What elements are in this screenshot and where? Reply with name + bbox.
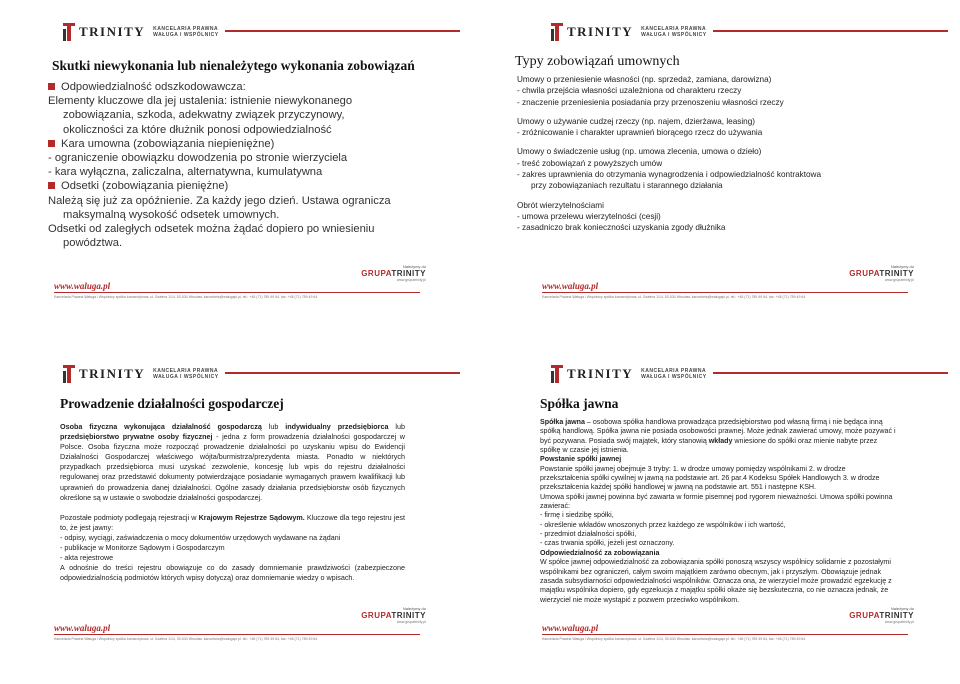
paragraph: W spółce jawnej odpowiedzialność za zobowiązania spółki ponoszą wszyscy wspólnicy solidarnie z pozostałymi wspólnikami bez ograniczeń, całym swoim majątkiem zarówno obecnym, jak i przyszłym. Obowiązuje jednak zasada subsydiarności odpowiedzialności wspólników. Oznacza ona, że wierzyciel może prowadzić egzekucję z majątku wspólnika dopiero, gdy egzekucja z majątku spółki okaże się bezskuteczna, co nie oznacza jednak, że wierzyciel nie może wystąpić z pozwem przeciwko wspólnikom. (540, 558, 892, 604)
slide-title: Spółka jawna (540, 396, 619, 411)
list-item: Obrót wierzytelnościami (517, 200, 604, 210)
list-item: Umowy o przeniesienie własności (np. sprzedaż, zamiana, darowizna) (517, 75, 772, 84)
grupa-trinity-logo: Należymy do GRUPATRINITY www.grupatrinity.pl (849, 264, 914, 282)
list-item: Odsetki od zaległych odsetek można żądać dopiero po wniesieniu (48, 223, 375, 236)
website-link[interactable]: www.waluga.pl (542, 623, 599, 633)
list-item: Należą się już za opóźnienie. Za każdy jego dzień. Ustawa ogranicza (48, 194, 391, 207)
trinity-logo (547, 365, 713, 383)
slide-body (517, 74, 937, 234)
header-bar (12, 18, 460, 52)
bullet-icon (48, 182, 55, 189)
list-item: - zakres uprawnienia do otrzymania wynagrodzenia i odpowiedzialność kontraktowa (517, 170, 822, 180)
slide-title: Typy zobowiązań umownych (515, 54, 680, 69)
list-item: - czas trwania spółki, jeżeli jest oznaczony. (540, 539, 675, 548)
trinity-logo-icon (551, 23, 563, 41)
website-link[interactable]: www.waluga.pl (54, 281, 111, 291)
list-item: - publikacje w Monitorze Sądowym i Gospodarczym (60, 543, 225, 553)
logo-name: TRINITY (567, 24, 634, 39)
footer-address: Kancelaria Prawna Waługa i Wspólnicy spółka komandytowa, ul. Szafera 1/14, 53-534 Wrocław, kancelaria@walugapl.pl, tel.: +48 (71) 789 49 64, fax: +48 (71) 789 49 64 (54, 637, 318, 641)
footer-divider (54, 634, 420, 635)
footer-address: Kancelaria Prawna Waługa i Wspólnicy spółka komandytowa, ul. Szafera 1/14, 53-534 Wrocław, kancelaria@walugapl.pl, tel.: +48 (71) 789 49 64, fax: +48 (71) 789 49 64 (542, 637, 806, 641)
list-item: - zasadniczo brak konieczności uzyskania zgody dłużnika (517, 223, 726, 233)
footer-address: Kancelaria Prawna Waługa i Wspólnicy spółka komandytowa, ul. Szafera 1/14, 53-534 Wrocław, kancelaria@walugapl.pl, tel.: +48 (71) 789 49 64, fax: +48 (71) 789 49 64 (542, 295, 806, 299)
logo-subtitle: KANCELARIA PRAWNA WAŁUGA I WSPÓLNICY (641, 368, 707, 380)
paragraph: Pozostałe podmioty podlegają rejestracji w Krajowym Rejestrze Sądowym. Kluczowe dla tego rejestru jest to, że jest jawny: (60, 512, 405, 532)
grupa-trinity-logo: Należymy do GRUPATRINITY www.grupatrinity.pl (361, 606, 426, 624)
list-item: - firmę i siedzibę spółki, (540, 511, 614, 520)
list-item: - określenie wkładów wnoszonych przez każdego ze wspólników i ich wartość, (540, 520, 786, 529)
header-bar (500, 18, 948, 52)
list-item: Umowy o używanie cudzej rzeczy (np. najem, dzierżawa, leasing) (517, 116, 755, 126)
bullet-icon (48, 140, 55, 147)
slide-2 (500, 18, 948, 304)
slide-body (48, 80, 418, 250)
list-item: - znaczenie przeniesienia posiadania przy przenoszeniu własności rzeczy (517, 97, 784, 107)
logo-subtitle: KANCELARIA PRAWNA WAŁUGA I WSPÓLNICY (153, 368, 219, 380)
bullet-icon (48, 83, 55, 90)
logo-name: TRINITY (79, 366, 146, 381)
list-item: Odpowiedzialność odszkodowawcza: (48, 80, 418, 94)
footer (12, 264, 460, 304)
grupa-trinity-logo: Należymy do GRUPATRINITY www.grupatrinity.pl (361, 264, 426, 282)
list-item: - przedmiot działalności spółki, (540, 530, 637, 539)
logo-name: TRINITY (79, 24, 146, 39)
header-bar (12, 360, 460, 394)
list-item: - kara wyłączna, zaliczalna, alternatywna, kumulatywna (48, 166, 323, 179)
list-item: maksymalną wysokość odsetek umownych. (63, 208, 280, 221)
grupa-trinity-logo: Należymy do GRUPATRINITY www.grupatrinity.pl (849, 606, 914, 624)
list-item: zobowiązania, szkoda, adekwatny związek przyczynowy, (63, 109, 345, 122)
footer (12, 606, 460, 646)
trinity-logo (547, 23, 713, 41)
list-item: - akta rejestrowe (60, 553, 114, 563)
trinity-logo-icon (63, 23, 75, 41)
logo-subtitle: KANCELARIA PRAWNA WAŁUGA I WSPÓLNICY (641, 26, 707, 38)
footer-divider (54, 292, 420, 293)
logo-subtitle: KANCELARIA PRAWNA WAŁUGA I WSPÓLNICY (153, 26, 219, 38)
trinity-logo-icon (551, 365, 563, 383)
slide-4 (500, 360, 948, 646)
trinity-logo-icon (63, 365, 75, 383)
slide-3 (12, 360, 460, 646)
footer-divider (542, 634, 908, 635)
list-item: Odsetki (zobowiązania pieniężne) (48, 179, 418, 193)
list-item: - zróżnicowanie i charakter uprawnień biorącego rzecz do używania (517, 128, 763, 138)
section-heading: Odpowiedzialność za zobowiązania (540, 548, 660, 557)
list-item: Elementy kluczowe dla jej ustalenia: istnienie niewykonanego (48, 95, 353, 108)
footer (500, 264, 948, 304)
list-item: - chwila przejścia własności uzależniona od charakteru rzeczy (517, 86, 742, 96)
list-item: powództwa. (63, 237, 123, 250)
slide-title: Skutki niewykonania lub nienależytego wykonania zobowiązań (52, 58, 415, 73)
paragraph: Powstanie spółki jawnej obejmuje 3 tryby: 1. w drodze umowy pomiędzy wspólnikami 2. w drodze przekształcenia spółki cywilnej w jawną na podstawie art. 26 par.4 Kodeksu Spółek Handlowych 3. w drodze przekształcenia każdej spółki handlowej w jawną na podstawie art. 551 i następne KSH. (540, 464, 880, 492)
website-link[interactable]: www.waluga.pl (54, 623, 111, 633)
list-item: okoliczności za które dłużnik ponosi odpowiedzialność (63, 123, 332, 136)
trinity-logo (59, 365, 225, 383)
list-item: przy zobowiązaniach rezultatu i starannego działania (531, 181, 723, 191)
paragraph: A odnośnie do treści rejestru obowiązuje co do zasady domniemanie prawdziwości (zabezpieczone odpowiedzialnością podmiotów których wpisy dotyczą) oraz domniemanie wiedzy o wpisach. (60, 563, 405, 583)
slide-body (60, 422, 405, 583)
footer-address: Kancelaria Prawna Waługa i Wspólnicy spółka komandytowa, ul. Szafera 1/14, 53-534 Wrocław, kancelaria@walugapl.pl, tel.: +48 (71) 789 49 64, fax: +48 (71) 789 49 64 (54, 295, 318, 299)
footer-divider (542, 292, 908, 293)
list-item: - odpisy, wyciągi, zaświadczenia o mocy dokumentów urzędowych wydawane na żądani (60, 532, 341, 542)
list-item: - umowa przelewu wierzytelności (cesji) (517, 211, 661, 221)
list-item: Umowy o świadczenie usług (np. umowa zlecenia, umowa o dzieło) (517, 147, 762, 157)
slide-title: Prowadzenie działalności gospodarczej (60, 396, 284, 411)
section-heading: Powstanie spółki jawnej (540, 455, 622, 464)
paragraph: Umowa spółki jawnej powinna być zawarta w formie pisemnej pod rygorem nieważności. Umowa spółki powinna zawierać: (540, 492, 893, 511)
paragraph: Osoba fizyczna wykonująca działalność gospodarczą lub indywidualny przedsiębiorca lub przedsiębiorstwo prywatne osoby fizycznej - jedna z form prowadzenia działalności gospodarczej w Polsce. Osoba fizyczna może rozpocząć prowadzenie działalności po uzyskaniu wpisu do Ewidencji Działalności Gospodarczej właściwego wójta/burmistrza/prezydenta miasta. Ponadto w niektórych przypadkach przedsiębiorca musi uzyskać zezwolenie, koncesję lub wpis do rejestru działalności regulowanej oraz przedstawić dokumenty potwierdzające posiadanie wymaganych prawem kwalifikacji lub uprawnień do prowadzenia danej działalności. Ogólne zasady działania przedsiębiorstw osób fizycznych określone są w ustawie o swobodzie działalności gospodarczej. (60, 422, 405, 502)
list-item: Kara umowna (zobowiązania niepieniężne) (48, 137, 418, 151)
paragraph: Spółka jawna – osobowa spółka handlowa prowadząca przedsiębiorstwo pod własną firmą i nie będąca inną spółką handlową. Spółka jawna nie posiada osobowości prawnej. Może jednak zawierać umowy, może pozywać i być pozywana. Posiada swój majątek, który stanowią wkłady wniesione do spółki oraz mienie nabyte przez spółkę w czasie jej istnienia. (540, 418, 896, 455)
slide-body (540, 418, 896, 605)
list-item: - ograniczenie obowiązku dowodzenia po stronie wierzyciela (48, 152, 348, 165)
header-bar (500, 360, 948, 394)
footer (500, 606, 948, 646)
logo-name: TRINITY (567, 366, 634, 381)
website-link[interactable]: www.waluga.pl (542, 281, 599, 291)
list-item: - treść zobowiązań z powyższych umów (517, 158, 663, 168)
slide-1 (12, 18, 460, 304)
trinity-logo (59, 23, 225, 41)
